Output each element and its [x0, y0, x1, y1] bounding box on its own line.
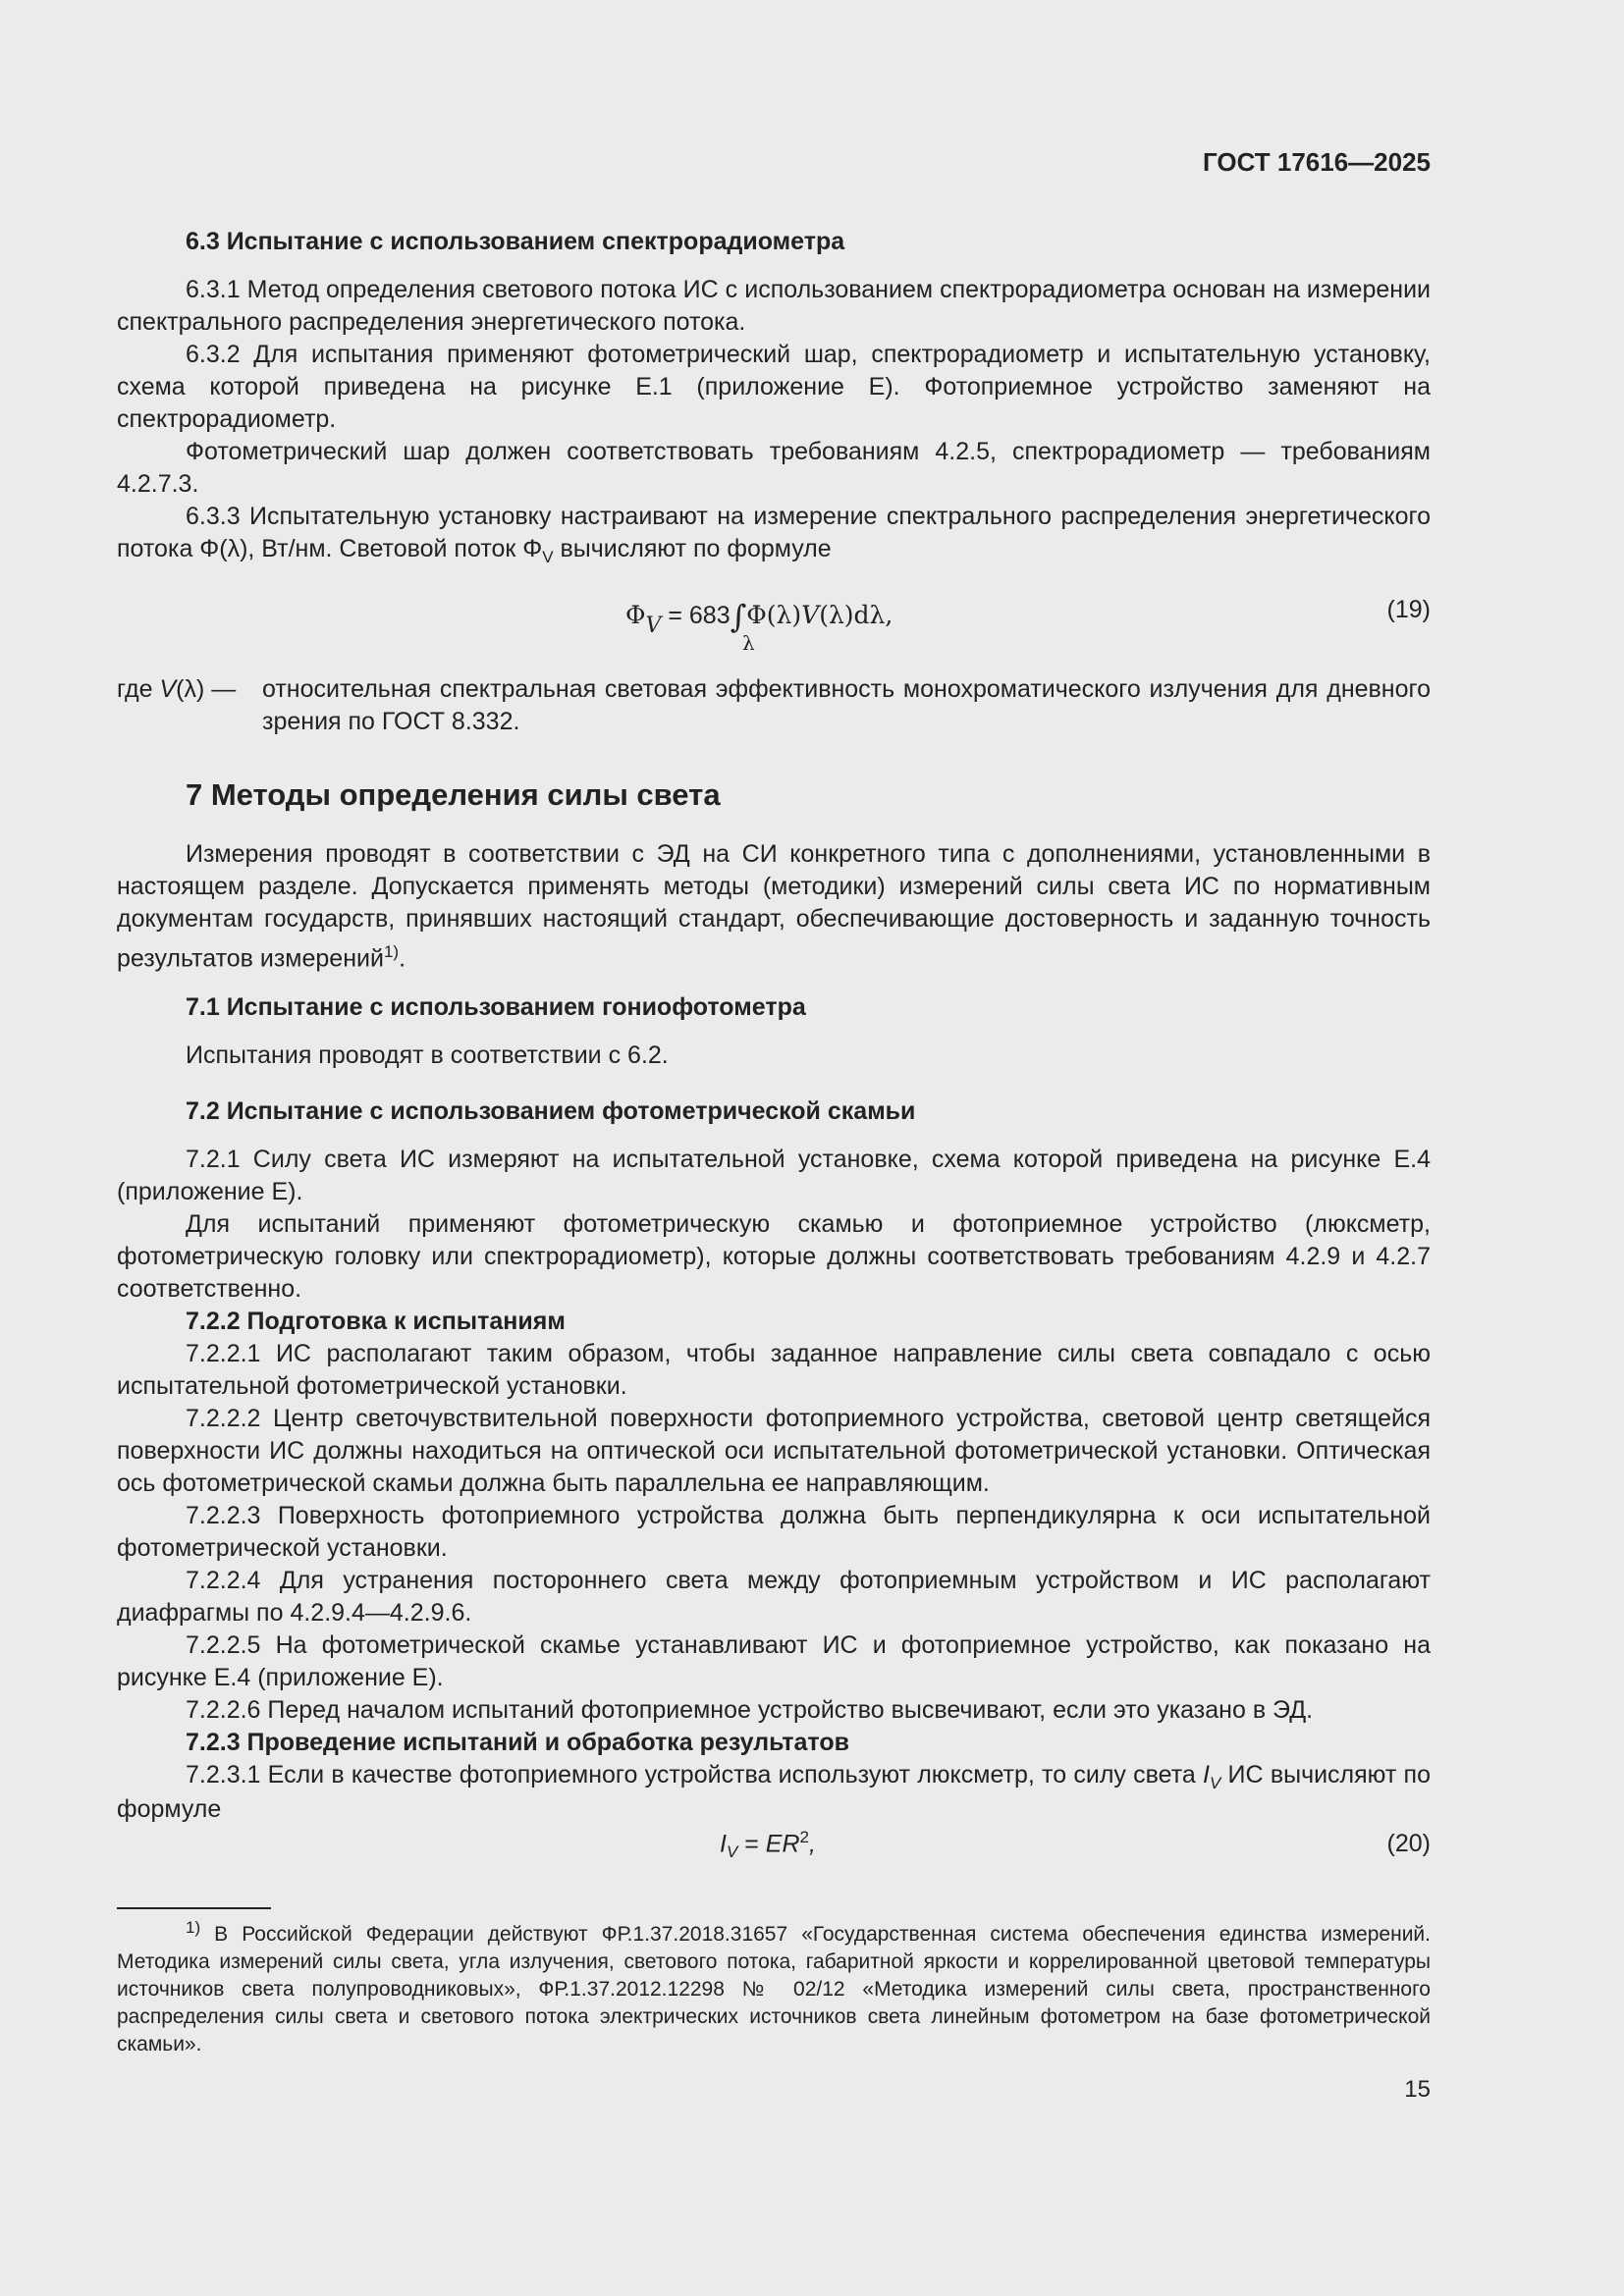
paragraph-sphere-requirements: Фотометрический шар должен соответствовать требованиям 4.2.5, спектрорадиометр — требованиям 4.2.7.3. [117, 438, 1431, 498]
section-7-2-title: 7.2 Испытание с использованием фотометрической скамьи [186, 1097, 916, 1125]
document-code: ГОСТ 17616—2025 [1203, 147, 1431, 177]
paragraph-7-2-1-equipment: Для испытаний применяют фотометрическую скамью и фотоприемное устройство (люксметр, фотометрическую головку или спектрорадиометр), которые должны соответствовать требованиям 4.2.9 и 4.2.7 соответственно. [117, 1210, 1431, 1303]
section-7-2-3-title: 7.2.3 Проведение испытаний и обработка результатов [186, 1729, 849, 1756]
formula-19-lower-limit: λ [742, 631, 755, 655]
formula-20: $I_V = ER^2$, [720, 1828, 816, 1862]
paragraph-7-2-2-6: 7.2.2.6 Перед началом испытаний фотоприемное устройство высвечивают, если это указано в ЭД. [186, 1696, 1314, 1724]
paragraph-6-3-3: 6.3.3 Испытательную установку настраивают на измерение спектрального распределения энергетического потока Φ(λ), Вт/нм. Световой поток $\Phi_V$ вычисляют по формуле [117, 503, 1431, 566]
paragraph-7-2-2-5: 7.2.2.5 На фотометрической скамье устанавливают ИС и фотоприемное устройство, как показано на рисунке Е.4 (приложение Е). [117, 1631, 1431, 1691]
page-number: 15 [1404, 2076, 1431, 2103]
section-6-3-title: 6.3 Испытание с использованием спектрорадиометра [186, 228, 845, 255]
section-7-title: 7 Методы определения силы света [186, 777, 721, 812]
section-7-2-body [117, 1144, 1431, 1826]
footnote: $^{1)}$ В Российской Федерации действуют ФР.1.37.2018.31657 «Государственная система обеспечения единства измерений. Методика измерений силы света, угла излучения, светового потока, габаритной яркости и коррелированной цветовой температуры источников света полупроводниковых», ФР.1.37.2012.12298 № 02/12 «Методика измерений силы света, пространственного распределения силы света и светового потока электрических источников света линейным фотометром на базе фотометрической скамьи». [117, 1918, 1431, 2056]
paragraph-7-2-2-1: 7.2.2.1 ИС располагают таким образом, чтобы заданное направление силы света совпадало с осью испытательной фотометрической установки. [117, 1340, 1431, 1400]
paragraph-7-2-2-3: 7.2.2.3 Поверхность фотоприемного устройства должна быть перпендикулярна к оси испытательной фотометрической установки. [117, 1502, 1431, 1562]
paragraph-7-2-2-2: 7.2.2.2 Центр светочувствительной поверхности фотоприемного устройства, световой центр светящейся поверхности ИС должны находиться на оптической оси испытательной фотометрической установки. Оптическая ось фотометрической скамьи должна быть параллельна ее направляющим. [117, 1405, 1431, 1497]
paragraph-7-2-3-1: 7.2.3.1 Если в качестве фотоприемного устройства используют люксметр, то силу света $I_V$ ИС вычисляют по формуле [117, 1761, 1432, 1823]
footnote-separator [117, 1907, 271, 1909]
footnote-mark: 1) [186, 1918, 201, 1937]
paragraph-7-2-1: 7.2.1 Силу света ИС измеряют на испытательной установке, схема которой приведена на рисунке Е.4 (приложение Е). [117, 1146, 1431, 1205]
formula-19-number: (19) [1386, 596, 1431, 623]
footnote-ref: 1) [383, 942, 400, 961]
formula-20-number: (20) [1386, 1830, 1431, 1857]
paragraph-6-3-2: 6.3.2 Для испытания применяют фотометрический шар, спектрорадиометр и испытательную установку, схема которой приведена на рисунке Е.1 (приложение Е). Фотоприемное устройство заменяют на спектрорадиометр. [117, 341, 1431, 433]
where-label: где V(λ) — [117, 675, 237, 703]
section-7-1-title: 7.1 Испытание с использованием гониофотометра [186, 993, 806, 1021]
paragraph-6-3-1: 6.3.1 Метод определения светового потока ИС с использованием спектрорадиометра основан на измерении спектрального распределения энергетического потока. [117, 276, 1431, 336]
paragraph-7-2-2-4: 7.2.2.4 Для устранения постороннего света между фотоприемным устройством и ИС располагают диафрагмы по 4.2.9.4—4.2.9.6. [117, 1567, 1431, 1627]
section-7-intro [117, 838, 1431, 975]
section-6-3-body [117, 274, 1431, 567]
where-definition: относительная спектральная световая эффективность монохроматического излучения для дневного зрения по ГОСТ 8.332. [262, 675, 1431, 735]
paragraph-7-1: Испытания проводят в соответствии с 6.2. [186, 1041, 669, 1069]
formula-19: ΦV = 683∫Φ(λ)V(λ)dλ, [625, 598, 893, 638]
paragraph-7-intro: Измерения проводят в соответствии с ЭД на СИ конкретного типа с дополнениями, установленными в настоящем разделе. Допускается применять методы (методики) измерений силы света ИС по нормативным документам государств, принявших настоящий стандарт, обеспечивающие достоверность и заданную точность результатов измерений$^{1)}$. [117, 840, 1431, 973]
section-7-2-2-title: 7.2.2 Подготовка к испытаниям [186, 1308, 566, 1335]
